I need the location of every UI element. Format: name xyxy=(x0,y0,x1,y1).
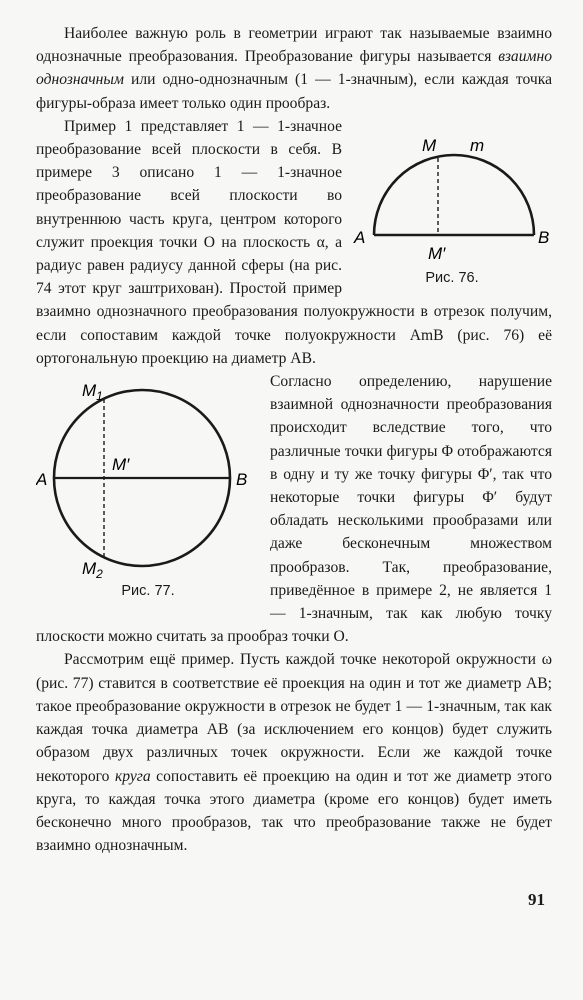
page-number: 91 xyxy=(528,890,545,909)
paragraph-4-text-a: Рассмотрим ещё пример. Пусть каждой точке некоторой окружности ω (рис. 77) ставится в соответствие её проекция на один и тот же диаметр AB; такое преобразование окружности в отрезок не будет 1 — 1-значным, так как каждая точка диаметра AB (за исключением его концов) будет служить образом двух различных точек окружности. Если же каждой точке некоторого xyxy=(36,651,552,785)
label-m-prime: M′ xyxy=(112,455,130,475)
term-emphasis-circle: круга xyxy=(114,767,151,785)
label-a: A xyxy=(36,470,48,490)
label-m2: $M_2$ xyxy=(82,559,103,581)
label-m: M xyxy=(422,135,437,155)
paragraph-4 xyxy=(36,648,552,857)
label-m1: $M_1$ xyxy=(82,381,103,404)
paragraph-1 xyxy=(36,22,552,115)
circle-diagram xyxy=(36,374,260,580)
label-m-prime: M′ xyxy=(428,243,446,263)
paragraph-2: Пример 1 представляет 1 — 1-значное преобразование всей плоскости в себя. В примере 3 описано 1 — 1-значное преобразование всей плоскости во внутреннюю часть круга, центром которого служит проекция точки O на плоскость α, а радиус равен радиусу данной сферы (на рис. 74 этот круг заштрихован). Простой пример взаимно однозначного преобразования полуокружности в отрезок получим, если сопоставим каждой точке полуокружности AmB (рис. 76) её ортогональную проекцию на диаметр AB. xyxy=(36,117,552,367)
label-b: B xyxy=(236,470,248,490)
figure-76-caption: Рис. 76. xyxy=(425,269,479,286)
label-b: B xyxy=(538,227,550,247)
term-emphasis: взаимно однозначным xyxy=(36,48,552,89)
paragraph-1-text-b: или одно-однозначным (1 — 1-значным), если каждая точка фигуры-образа имеет только один прообраз. xyxy=(36,71,552,112)
paragraph-1-text-a: Наиболее важную роль в геометрии играют так называемые взаимно однозначные преобразования. Преобразование фигуры называется xyxy=(36,25,552,66)
figure-77 xyxy=(36,374,260,606)
figure-77-caption: Рис. 77. xyxy=(121,583,175,600)
paragraph-3-text: Согласно определению, нарушение взаимной однозначности преобразования происходит вследствие того, что различные точки фигуры Φ отображаются в одну и ту же точку фигуры Φ′, так что некоторые точки фигуры Φ′ будут обладать несколькими прообразами или даже бесконечным множеством прообразов. Так, преобразование, приведённое в примере 2, не является 1 — 1-значным, так как любую точку плоскости можно считать за прообраз точки O. xyxy=(36,373,552,646)
label-a: A xyxy=(354,227,366,247)
semicircle-diagram xyxy=(352,117,552,267)
label-m-small: m xyxy=(470,135,485,155)
figure-76 xyxy=(352,117,552,289)
paragraph-4-text-b: сопоставить её проекцию на один и тот же диаметр этого круга, то каждая точка этого диаметра (кроме его концов) будет иметь бесконечно много прообразов, так что преобразование также не будет взаимно однозначным. xyxy=(36,767,552,855)
page-body xyxy=(36,22,552,857)
semicircle-arc xyxy=(374,155,534,235)
